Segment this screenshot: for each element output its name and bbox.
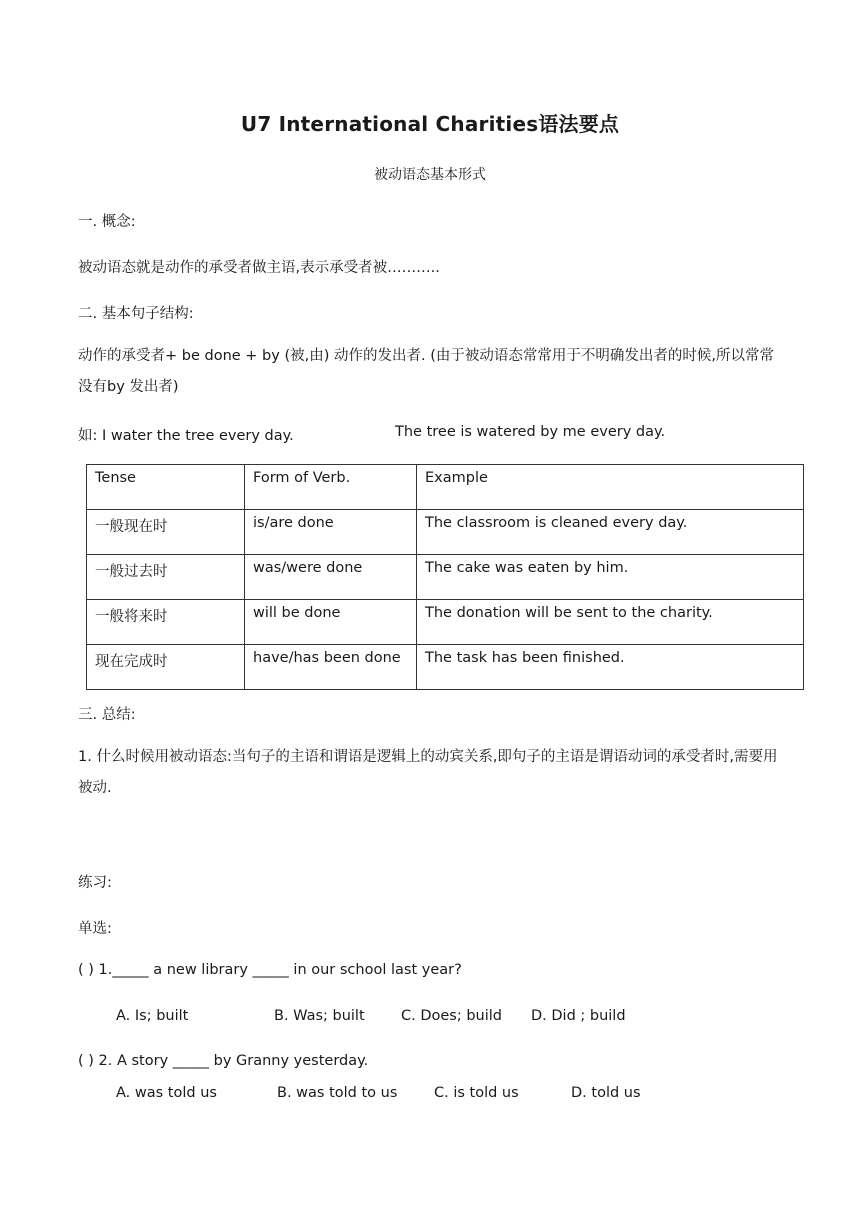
table-row: [87, 600, 804, 645]
table-cell-example: The classroom is cleaned every day.: [417, 510, 804, 555]
table-cell-example: The cake was eaten by him.: [417, 555, 804, 600]
question-1-option-a: A. Is; built: [116, 1008, 189, 1024]
table-header-row: [87, 465, 804, 510]
table-cell-tense: 一般现在时: [87, 510, 245, 555]
question-2-option-b: B. was told to us: [277, 1085, 398, 1101]
section-2-text: 动作的承受者+ be done + by (被,由) 动作的发出者. (由于被动语态常常用于不明确发出者的时候,所以常常没有by 发出者): [78, 348, 774, 395]
table-cell-form: was/were done: [245, 555, 417, 600]
table-row: [87, 555, 804, 600]
question-2-option-c: C. is told us: [434, 1085, 519, 1101]
question-1-option-b: B. Was; built: [274, 1008, 365, 1024]
section-1-text: 被动语态就是动作的承受者做主语,表示承受者被………..: [78, 260, 440, 276]
table-cell-example: The task has been finished.: [417, 645, 804, 690]
section-2-heading: 二. 基本句子结构:: [78, 306, 194, 322]
table-cell-form: have/has been done: [245, 645, 417, 690]
table-cell-tense: 现在完成时: [87, 645, 245, 690]
question-1-option-c: C. Does; build: [401, 1008, 503, 1024]
table-header-cell: Form of Verb.: [245, 465, 417, 510]
question-1-option-d: D. Did ; build: [531, 1008, 626, 1024]
table-cell-tense: 一般过去时: [87, 555, 245, 600]
section-3-heading: 三. 总结:: [78, 707, 136, 723]
table-header-cell: Example: [417, 465, 804, 510]
passive-voice-table: [86, 464, 804, 690]
table-header-cell: Tense: [87, 465, 245, 510]
question-2-option-d: D. told us: [571, 1085, 641, 1101]
table-row: [87, 645, 804, 690]
practice-subheading: 单选:: [78, 921, 112, 937]
table-cell-form: will be done: [245, 600, 417, 645]
table-cell-form: is/are done: [245, 510, 417, 555]
section-3-text: 1. 什么时候用被动语态:当句子的主语和谓语是逻辑上的动宾关系,即句子的主语是谓语动词的承受者时,需要用被动.: [78, 749, 778, 796]
question-1-stem: ( ) 1._____ a new library _____ in our school last year?: [78, 962, 462, 978]
practice-heading: 练习:: [78, 875, 112, 891]
table-row: [87, 510, 804, 555]
question-2-option-a: A. was told us: [116, 1085, 217, 1101]
page-title: U7 International Charities语法要点: [240, 112, 620, 136]
table-cell-tense: 一般将来时: [87, 600, 245, 645]
example-active-sentence: 如: I water the tree every day.: [78, 428, 294, 444]
example-passive-sentence: The tree is watered by me every day.: [395, 424, 666, 440]
question-2-stem: ( ) 2. A story _____ by Granny yesterday.: [78, 1053, 369, 1069]
page-subtitle: 被动语态基本形式: [374, 167, 486, 183]
table-cell-example: The donation will be sent to the charity.: [417, 600, 804, 645]
section-1-heading: 一. 概念:: [78, 214, 136, 230]
